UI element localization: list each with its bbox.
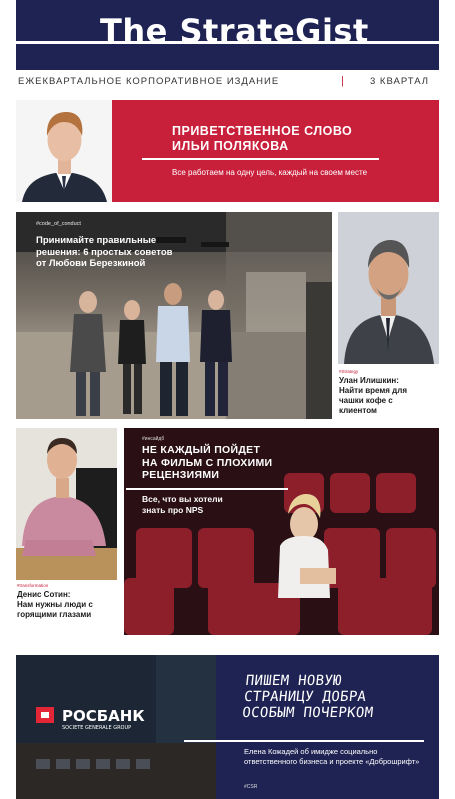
sotin-portrait[interactable] <box>16 428 117 580</box>
welcome-panel <box>112 100 439 202</box>
ilishkin-title-line: Улан Илишкин: <box>339 376 399 385</box>
decisions-headline <box>36 235 206 270</box>
welcome-rule <box>142 158 379 160</box>
dobroshrift-tag: #CSR <box>244 784 258 790</box>
rosbank-building-photo <box>16 655 216 799</box>
article-tag: #code_of_conduct <box>36 221 81 227</box>
dobroshrift-rule <box>184 740 424 742</box>
masthead-banner <box>16 0 439 70</box>
issue-separator: | <box>341 75 345 87</box>
ilishkin-title[interactable] <box>339 376 407 416</box>
welcome-article[interactable] <box>16 100 439 202</box>
sotin-title-line: Нам нужны люди с <box>17 600 93 609</box>
nps-rule <box>126 488 288 490</box>
dobroshrift-headline-line: ОСОБЫМ ПОЧЕРКОМ <box>241 705 375 721</box>
nps-headline-line: НА ФИЛЬМ С ПЛОХИМИ <box>142 456 273 469</box>
sotin-title-line: Денис Сотин: <box>17 590 71 599</box>
rosbank-sign: РОСБАНК <box>62 707 145 725</box>
welcome-headline-line: ИЛЬИ ПОЛЯКОВА <box>172 139 289 153</box>
welcome-subtitle: Все работаем на одну цель, каждый на своем месте <box>172 168 368 177</box>
nps-tag: #инсайдб <box>142 436 165 442</box>
nps-subtitle-line: Все, что вы хотели <box>142 494 223 504</box>
nps-headline-line: НЕ КАЖДЫЙ ПОЙДЕТ <box>142 444 261 456</box>
dobroshrift-subtitle: Елена Кожадей об имидже социально ответственного бизнеса и проекте «Доброшрифт» <box>244 747 420 766</box>
polyakov-portrait <box>16 100 113 202</box>
dobroshrift-article[interactable] <box>16 655 439 799</box>
decisions-headline-line: решения: 6 простых советов <box>36 246 173 258</box>
dobroshrift-headline-line: ПИШЕМ НОВУЮ <box>244 673 343 689</box>
nps-subtitle-line: знать про NPS <box>142 505 204 515</box>
issue-quarter: 3 КВАРТАЛ <box>370 76 429 87</box>
nps-headline-line: РЕЦЕНЗИЯМИ <box>142 469 220 481</box>
dobroshrift-headline <box>241 673 377 721</box>
nps-article[interactable] <box>124 428 439 635</box>
decisions-headline-line: от Любови Березкиной <box>36 258 146 269</box>
decisions-article[interactable] <box>16 212 332 419</box>
ilishkin-title-line: чашки кофе с <box>339 396 393 405</box>
sotin-title-line: горящими глазами <box>17 610 92 619</box>
publication-subtitle: ЕЖЕКВАРТАЛЬНОЕ КОРПОРАТИВНОЕ ИЗДАНИЕ <box>18 76 280 87</box>
publication-title: The StrateGist <box>100 12 369 50</box>
welcome-headline <box>172 124 352 154</box>
rosbank-sign-subtext: SOCIETE GENERALE GROUP <box>62 725 132 731</box>
issue-line <box>18 74 438 90</box>
sotin-title[interactable] <box>17 590 93 620</box>
decisions-headline-line: Принимайте правильные <box>36 235 157 246</box>
ilishkin-portrait[interactable] <box>338 212 439 364</box>
ilishkin-tag: #Strategy <box>339 369 359 374</box>
sotin-tag: #transformation <box>17 583 49 588</box>
nps-headline <box>142 444 272 482</box>
dobroshrift-headline-line: СТРАНИЦУ ДОБРА <box>243 689 368 705</box>
welcome-headline-line: ПРИВЕТСТВЕННОЕ СЛОВО <box>172 124 353 138</box>
ilishkin-title-line: Найти время для <box>339 386 407 395</box>
nps-subtitle <box>142 494 223 516</box>
ilishkin-title-line: клиентом <box>339 406 377 415</box>
